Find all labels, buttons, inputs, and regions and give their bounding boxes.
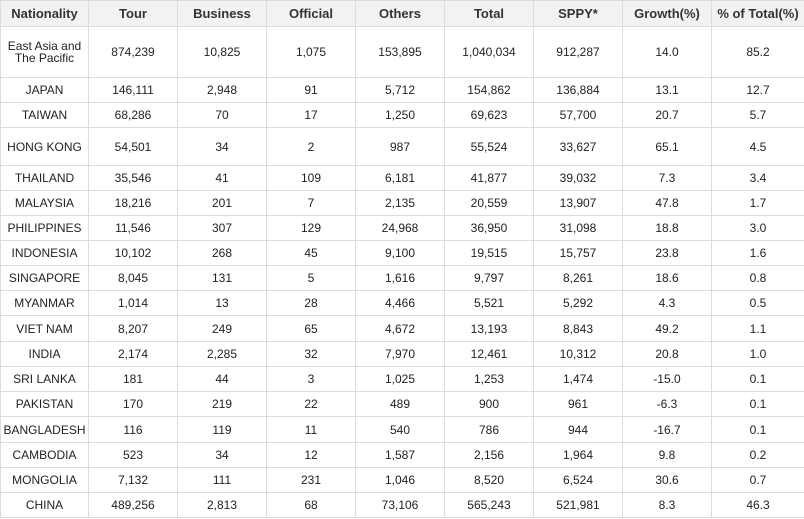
value-cell: 170 xyxy=(89,392,178,417)
value-cell: 12,461 xyxy=(445,342,534,367)
value-cell: 18,216 xyxy=(89,191,178,216)
value-cell: 65 xyxy=(267,316,356,342)
value-cell: 131 xyxy=(178,266,267,291)
nationality-cell: BANGLADESH xyxy=(1,417,89,443)
column-header: % of Total(%) xyxy=(712,1,804,27)
value-cell: 912,287 xyxy=(534,27,623,78)
value-cell: 13,193 xyxy=(445,316,534,342)
nationality-cell: JAPAN xyxy=(1,78,89,103)
value-cell: 39,032 xyxy=(534,166,623,191)
value-cell: 8,843 xyxy=(534,316,623,342)
value-cell: 307 xyxy=(178,216,267,241)
value-cell: 69,623 xyxy=(445,103,534,128)
value-cell: 6,181 xyxy=(356,166,445,191)
value-cell: 8,045 xyxy=(89,266,178,291)
nationality-cell: CAMBODIA xyxy=(1,443,89,468)
nationality-cell: MYANMAR xyxy=(1,291,89,316)
nationality-cell: HONG KONG xyxy=(1,128,89,166)
value-cell: 5,521 xyxy=(445,291,534,316)
value-cell: 961 xyxy=(534,392,623,417)
value-cell: 85.2 xyxy=(712,27,804,78)
table-row xyxy=(1,367,804,392)
value-cell: 11 xyxy=(267,417,356,443)
table-row xyxy=(1,103,804,128)
value-cell: 91 xyxy=(267,78,356,103)
value-cell: 65.1 xyxy=(623,128,712,166)
value-cell: 34 xyxy=(178,443,267,468)
value-cell: 540 xyxy=(356,417,445,443)
value-cell: 146,111 xyxy=(89,78,178,103)
value-cell: 874,239 xyxy=(89,27,178,78)
value-cell: -6.3 xyxy=(623,392,712,417)
column-header: Others xyxy=(356,1,445,27)
value-cell: 24,968 xyxy=(356,216,445,241)
nationality-cell: PAKISTAN xyxy=(1,392,89,417)
value-cell: 12.7 xyxy=(712,78,804,103)
value-cell: 13,907 xyxy=(534,191,623,216)
value-cell: 3 xyxy=(267,367,356,392)
table-row xyxy=(1,493,804,518)
value-cell: 136,884 xyxy=(534,78,623,103)
value-cell: 7,132 xyxy=(89,468,178,493)
value-cell: 45 xyxy=(267,241,356,266)
value-cell: 28 xyxy=(267,291,356,316)
value-cell: 1,025 xyxy=(356,367,445,392)
value-cell: 4.3 xyxy=(623,291,712,316)
value-cell: 11,546 xyxy=(89,216,178,241)
nationality-cell: INDIA xyxy=(1,342,89,367)
table-row xyxy=(1,342,804,367)
value-cell: 0.2 xyxy=(712,443,804,468)
value-cell: 0.1 xyxy=(712,392,804,417)
value-cell: 10,102 xyxy=(89,241,178,266)
table-row xyxy=(1,191,804,216)
column-header: Official xyxy=(267,1,356,27)
value-cell: 14.0 xyxy=(623,27,712,78)
value-cell: 44 xyxy=(178,367,267,392)
value-cell: 2,813 xyxy=(178,493,267,518)
value-cell: -16.7 xyxy=(623,417,712,443)
table-row xyxy=(1,216,804,241)
nationality-cell: INDONESIA xyxy=(1,241,89,266)
column-header: SPPY* xyxy=(534,1,623,27)
nationality-cell: SINGAPORE xyxy=(1,266,89,291)
value-cell: 4,466 xyxy=(356,291,445,316)
value-cell: 786 xyxy=(445,417,534,443)
value-cell: 201 xyxy=(178,191,267,216)
value-cell: 9,797 xyxy=(445,266,534,291)
value-cell: 8,520 xyxy=(445,468,534,493)
value-cell: 1,964 xyxy=(534,443,623,468)
value-cell: 54,501 xyxy=(89,128,178,166)
value-cell: 0.7 xyxy=(712,468,804,493)
table-row xyxy=(1,392,804,417)
value-cell: 0.8 xyxy=(712,266,804,291)
value-cell: 1,616 xyxy=(356,266,445,291)
value-cell: 1.1 xyxy=(712,316,804,342)
table-header xyxy=(1,1,804,27)
value-cell: 2,285 xyxy=(178,342,267,367)
table-row xyxy=(1,241,804,266)
value-cell: 41,877 xyxy=(445,166,534,191)
value-cell: 30.6 xyxy=(623,468,712,493)
value-cell: 129 xyxy=(267,216,356,241)
value-cell: 20,559 xyxy=(445,191,534,216)
value-cell: 41 xyxy=(178,166,267,191)
value-cell: 2,135 xyxy=(356,191,445,216)
value-cell: 13 xyxy=(178,291,267,316)
value-cell: 19,515 xyxy=(445,241,534,266)
nationality-cell: MONGOLIA xyxy=(1,468,89,493)
value-cell: 268 xyxy=(178,241,267,266)
value-cell: 7 xyxy=(267,191,356,216)
table-row xyxy=(1,468,804,493)
value-cell: 18.6 xyxy=(623,266,712,291)
nationality-cell: VIET NAM xyxy=(1,316,89,342)
table-row xyxy=(1,443,804,468)
value-cell: 47.8 xyxy=(623,191,712,216)
column-header: Total xyxy=(445,1,534,27)
value-cell: 5.7 xyxy=(712,103,804,128)
value-cell: 1,014 xyxy=(89,291,178,316)
value-cell: 1.7 xyxy=(712,191,804,216)
value-cell: 489,256 xyxy=(89,493,178,518)
value-cell: 15,757 xyxy=(534,241,623,266)
value-cell: 4.5 xyxy=(712,128,804,166)
value-cell: 49.2 xyxy=(623,316,712,342)
value-cell: 944 xyxy=(534,417,623,443)
value-cell: 1,474 xyxy=(534,367,623,392)
value-cell: 900 xyxy=(445,392,534,417)
value-cell: 116 xyxy=(89,417,178,443)
value-cell: 153,895 xyxy=(356,27,445,78)
value-cell: 0.1 xyxy=(712,367,804,392)
value-cell: 1,040,034 xyxy=(445,27,534,78)
value-cell: 8,207 xyxy=(89,316,178,342)
table-row xyxy=(1,417,804,443)
value-cell: 3.4 xyxy=(712,166,804,191)
value-cell: 70 xyxy=(178,103,267,128)
value-cell: 111 xyxy=(178,468,267,493)
value-cell: -15.0 xyxy=(623,367,712,392)
value-cell: 20.7 xyxy=(623,103,712,128)
value-cell: 523 xyxy=(89,443,178,468)
value-cell: 2,156 xyxy=(445,443,534,468)
value-cell: 9,100 xyxy=(356,241,445,266)
column-header: Tour xyxy=(89,1,178,27)
value-cell: 219 xyxy=(178,392,267,417)
value-cell: 181 xyxy=(89,367,178,392)
value-cell: 35,546 xyxy=(89,166,178,191)
value-cell: 1,253 xyxy=(445,367,534,392)
table-row xyxy=(1,166,804,191)
value-cell: 109 xyxy=(267,166,356,191)
value-cell: 18.8 xyxy=(623,216,712,241)
value-cell: 23.8 xyxy=(623,241,712,266)
table-body xyxy=(1,27,804,518)
value-cell: 46.3 xyxy=(712,493,804,518)
nationality-cell: East Asia and The Pacific xyxy=(1,27,89,78)
value-cell: 1.6 xyxy=(712,241,804,266)
value-cell: 565,243 xyxy=(445,493,534,518)
value-cell: 231 xyxy=(267,468,356,493)
value-cell: 73,106 xyxy=(356,493,445,518)
value-cell: 489 xyxy=(356,392,445,417)
value-cell: 57,700 xyxy=(534,103,623,128)
value-cell: 55,524 xyxy=(445,128,534,166)
value-cell: 7.3 xyxy=(623,166,712,191)
table-row xyxy=(1,291,804,316)
table-row xyxy=(1,128,804,166)
header-row xyxy=(1,1,804,27)
value-cell: 3.0 xyxy=(712,216,804,241)
value-cell: 10,312 xyxy=(534,342,623,367)
nationality-cell: CHINA xyxy=(1,493,89,518)
nationality-cell: MALAYSIA xyxy=(1,191,89,216)
value-cell: 2,174 xyxy=(89,342,178,367)
value-cell: 36,950 xyxy=(445,216,534,241)
value-cell: 17 xyxy=(267,103,356,128)
value-cell: 9.8 xyxy=(623,443,712,468)
value-cell: 68 xyxy=(267,493,356,518)
value-cell: 1,046 xyxy=(356,468,445,493)
value-cell: 1,587 xyxy=(356,443,445,468)
value-cell: 1,075 xyxy=(267,27,356,78)
value-cell: 119 xyxy=(178,417,267,443)
value-cell: 521,981 xyxy=(534,493,623,518)
value-cell: 4,672 xyxy=(356,316,445,342)
column-header: Nationality xyxy=(1,1,89,27)
value-cell: 6,524 xyxy=(534,468,623,493)
value-cell: 2 xyxy=(267,128,356,166)
value-cell: 154,862 xyxy=(445,78,534,103)
nationality-cell: SRI LANKA xyxy=(1,367,89,392)
value-cell: 10,825 xyxy=(178,27,267,78)
nationality-cell: TAIWAN xyxy=(1,103,89,128)
value-cell: 34 xyxy=(178,128,267,166)
value-cell: 1,250 xyxy=(356,103,445,128)
value-cell: 987 xyxy=(356,128,445,166)
value-cell: 0.5 xyxy=(712,291,804,316)
table-row xyxy=(1,78,804,103)
value-cell: 12 xyxy=(267,443,356,468)
table-row xyxy=(1,27,804,78)
value-cell: 8,261 xyxy=(534,266,623,291)
value-cell: 5,712 xyxy=(356,78,445,103)
value-cell: 5 xyxy=(267,266,356,291)
nationality-cell: PHILIPPINES xyxy=(1,216,89,241)
value-cell: 68,286 xyxy=(89,103,178,128)
value-cell: 13.1 xyxy=(623,78,712,103)
value-cell: 31,098 xyxy=(534,216,623,241)
value-cell: 20.8 xyxy=(623,342,712,367)
column-header: Business xyxy=(178,1,267,27)
table-row xyxy=(1,316,804,342)
value-cell: 7,970 xyxy=(356,342,445,367)
value-cell: 1.0 xyxy=(712,342,804,367)
table-row xyxy=(1,266,804,291)
nationality-cell: THAILAND xyxy=(1,166,89,191)
value-cell: 249 xyxy=(178,316,267,342)
column-header: Growth(%) xyxy=(623,1,712,27)
value-cell: 5,292 xyxy=(534,291,623,316)
value-cell: 0.1 xyxy=(712,417,804,443)
value-cell: 22 xyxy=(267,392,356,417)
value-cell: 32 xyxy=(267,342,356,367)
value-cell: 33,627 xyxy=(534,128,623,166)
value-cell: 2,948 xyxy=(178,78,267,103)
value-cell: 8.3 xyxy=(623,493,712,518)
